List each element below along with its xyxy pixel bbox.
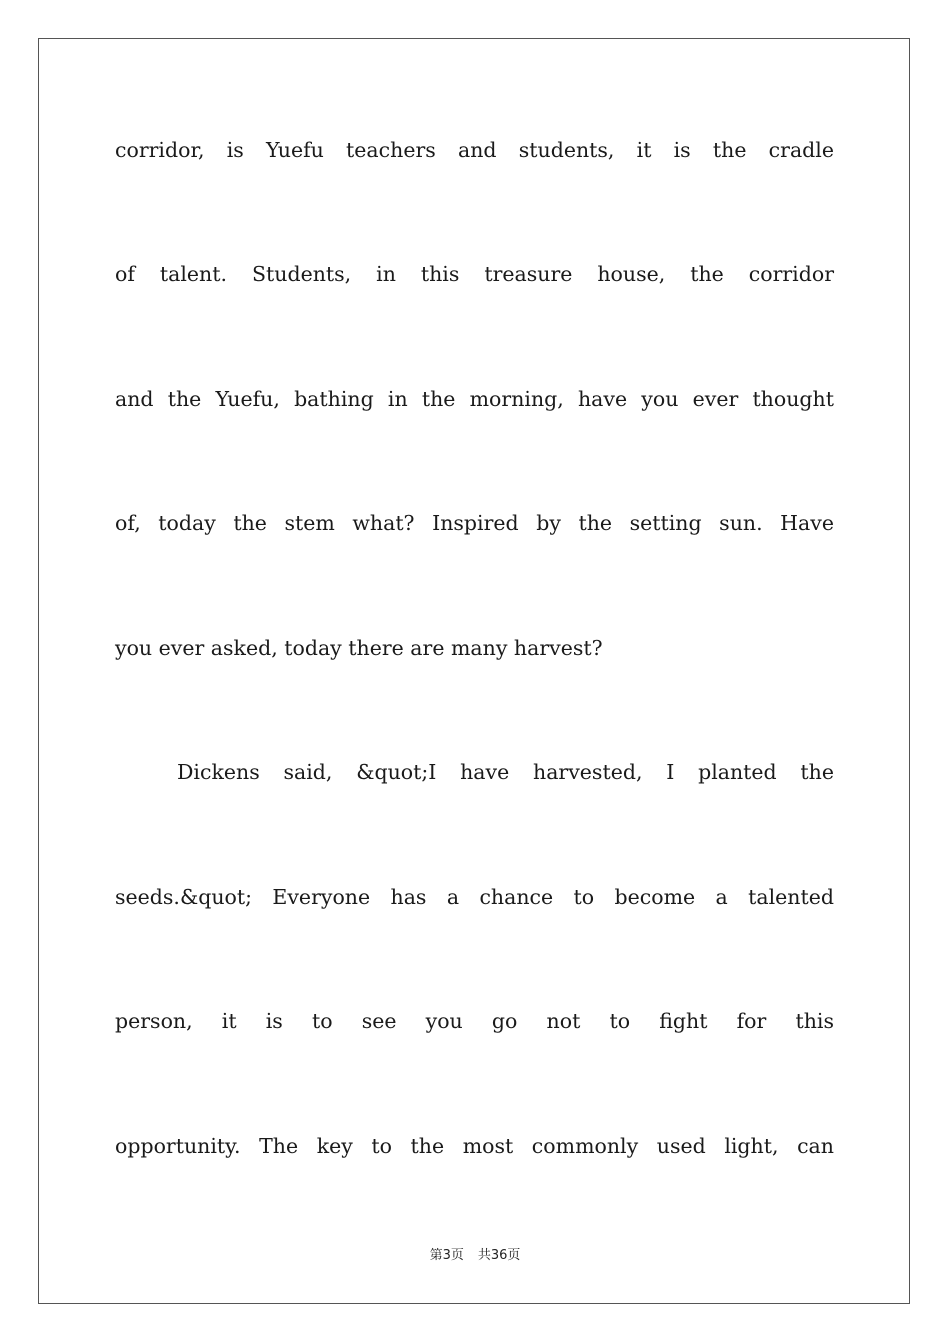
current-page-number: 第3页 [429,1248,464,1263]
text-line-9: opportunity. The key to the most commonly used light, can [115,1134,834,1158]
text-line-6: Dickens said, &quot;I have harvested, I planted the [177,760,834,784]
total-page-count: 共36页 [477,1248,521,1263]
text-line-4: of, today the stem what? Inspired by the setting sun. Have [115,511,834,535]
text-line-3: and the Yuefu, bathing in the morning, have you ever thought [115,387,834,411]
text-line-2: of talent. Students, in this treasure house, the corridor [115,262,834,286]
text-line-7: seeds.&quot; Everyone has a chance to become a talented [115,885,834,909]
text-line-5: you ever asked, today there are many harvest? [115,636,603,660]
page-footer [0,1246,950,1266]
page-border [38,38,910,1304]
text-line-1: corridor, is Yuefu teachers and students, it is the cradle [115,138,834,162]
text-line-8: person, it is to see you go not to fight for this [115,1009,834,1033]
